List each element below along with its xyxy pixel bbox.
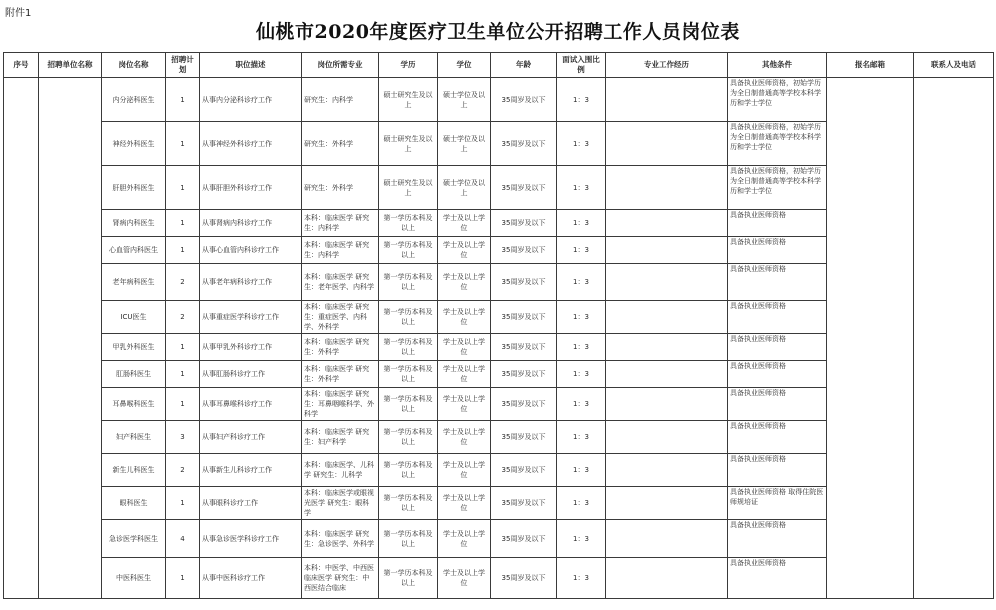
count-cell: 1 bbox=[166, 388, 200, 421]
major-cell: 本科：临床医学或眼视光医学 研究生：眼科学 bbox=[302, 487, 379, 520]
age-cell: 35周岁及以下 bbox=[491, 210, 557, 237]
education-cell: 第一学历本科及以上 bbox=[379, 388, 438, 421]
conditions-cell: 具备执业医师资格 bbox=[728, 421, 827, 454]
experience-cell bbox=[606, 520, 728, 558]
degree-cell: 硕士学位及以上 bbox=[438, 78, 491, 122]
major-cell: 本科：临床医学 研究生：老年医学、内科学 bbox=[302, 264, 379, 301]
count-cell: 2 bbox=[166, 264, 200, 301]
position-cell: 眼科医生 bbox=[102, 487, 166, 520]
degree-cell: 硕士学位及以上 bbox=[438, 122, 491, 166]
description-cell: 从事新生儿科诊疗工作 bbox=[200, 454, 302, 487]
age-cell: 35周岁及以下 bbox=[491, 78, 557, 122]
position-cell: 甲乳外科医生 bbox=[102, 334, 166, 361]
age-cell: 35周岁及以下 bbox=[491, 334, 557, 361]
conditions-cell: 具备执业医师资格 bbox=[728, 520, 827, 558]
page-title: 仙桃市2020年度医疗卫生单位公开招聘工作人员岗位表 bbox=[256, 21, 740, 43]
experience-cell bbox=[606, 301, 728, 334]
position-cell: 肾病内科医生 bbox=[102, 210, 166, 237]
ratio-cell: 1：3 bbox=[557, 520, 606, 558]
ratio-cell: 1：3 bbox=[557, 301, 606, 334]
header-description: 职位描述 bbox=[200, 53, 302, 78]
experience-cell bbox=[606, 210, 728, 237]
major-cell: 本科：临床医学 研究生：内科学 bbox=[302, 237, 379, 264]
ratio-cell: 1：3 bbox=[557, 166, 606, 210]
count-cell: 3 bbox=[166, 421, 200, 454]
degree-cell: 硕士学位及以上 bbox=[438, 166, 491, 210]
degree-cell: 学士及以上学位 bbox=[438, 210, 491, 237]
major-cell: 本科：中医学、中西医临床医学 研究生：中西医结合临床 bbox=[302, 558, 379, 599]
description-cell: 从事急诊医学科诊疗工作 bbox=[200, 520, 302, 558]
position-cell: 妇产科医生 bbox=[102, 421, 166, 454]
position-cell: 新生儿科医生 bbox=[102, 454, 166, 487]
major-cell: 本科：临床医学、儿科学 研究生：儿科学 bbox=[302, 454, 379, 487]
count-cell: 1 bbox=[166, 237, 200, 264]
table-body bbox=[4, 78, 994, 599]
ratio-cell: 1：3 bbox=[557, 558, 606, 599]
age-cell: 35周岁及以下 bbox=[491, 388, 557, 421]
major-cell: 本科：临床医学 研究生：耳鼻咽喉科学、外科学 bbox=[302, 388, 379, 421]
education-cell: 第一学历本科及以上 bbox=[379, 487, 438, 520]
experience-cell bbox=[606, 388, 728, 421]
header-major: 岗位所需专业 bbox=[302, 53, 379, 78]
experience-cell bbox=[606, 237, 728, 264]
description-cell: 从事内分泌科诊疗工作 bbox=[200, 78, 302, 122]
education-cell: 第一学历本科及以上 bbox=[379, 520, 438, 558]
major-cell: 研究生：外科学 bbox=[302, 166, 379, 210]
age-cell: 35周岁及以下 bbox=[491, 264, 557, 301]
major-cell: 本科：临床医学 研究生：妇产科学 bbox=[302, 421, 379, 454]
education-cell: 第一学历本科及以上 bbox=[379, 237, 438, 264]
degree-cell: 学士及以上学位 bbox=[438, 334, 491, 361]
count-cell: 1 bbox=[166, 361, 200, 388]
ratio-cell: 1：3 bbox=[557, 421, 606, 454]
education-cell: 第一学历本科及以上 bbox=[379, 210, 438, 237]
conditions-cell: 具备执业医师资格 取得住院医师规培证 bbox=[728, 487, 827, 520]
age-cell: 35周岁及以下 bbox=[491, 487, 557, 520]
count-cell: 2 bbox=[166, 301, 200, 334]
count-cell: 4 bbox=[166, 520, 200, 558]
degree-cell: 学士及以上学位 bbox=[438, 301, 491, 334]
description-cell: 从事心血管内科诊疗工作 bbox=[200, 237, 302, 264]
conditions-cell: 具备执业医师资格，初始学历为全日制普通高等学校本科学历和学士学位 bbox=[728, 122, 827, 166]
experience-cell bbox=[606, 264, 728, 301]
description-cell: 从事眼科诊疗工作 bbox=[200, 487, 302, 520]
education-cell: 第一学历本科及以上 bbox=[379, 301, 438, 334]
education-cell: 第一学历本科及以上 bbox=[379, 264, 438, 301]
ratio-cell: 1：3 bbox=[557, 210, 606, 237]
conditions-cell: 具备执业医师资格 bbox=[728, 361, 827, 388]
ratio-cell: 1：3 bbox=[557, 487, 606, 520]
position-cell: ICU医生 bbox=[102, 301, 166, 334]
conditions-cell: 具备执业医师资格 bbox=[728, 301, 827, 334]
header-degree: 学位 bbox=[438, 53, 491, 78]
count-cell: 1 bbox=[166, 558, 200, 599]
header-unit: 招聘单位名称 bbox=[39, 53, 102, 78]
age-cell: 35周岁及以下 bbox=[491, 122, 557, 166]
education-cell: 硕士研究生及以上 bbox=[379, 166, 438, 210]
ratio-cell: 1：3 bbox=[557, 122, 606, 166]
description-cell: 从事肛肠科诊疗工作 bbox=[200, 361, 302, 388]
education-cell: 第一学历本科及以上 bbox=[379, 334, 438, 361]
experience-cell bbox=[606, 122, 728, 166]
email-cell bbox=[827, 78, 914, 599]
experience-cell bbox=[606, 454, 728, 487]
degree-cell: 学士及以上学位 bbox=[438, 388, 491, 421]
position-cell: 肝胆外科医生 bbox=[102, 166, 166, 210]
conditions-cell: 具备执业医师资格 bbox=[728, 210, 827, 237]
education-cell: 第一学历本科及以上 bbox=[379, 361, 438, 388]
age-cell: 35周岁及以下 bbox=[491, 301, 557, 334]
major-cell: 本科：临床医学 研究生：内科学 bbox=[302, 210, 379, 237]
conditions-cell: 具备执业医师资格，初始学历为全日制普通高等学校本科学历和学士学位 bbox=[728, 166, 827, 210]
seq-cell bbox=[4, 78, 39, 599]
header-count: 招聘计划 bbox=[166, 53, 200, 78]
description-cell: 从事重症医学科诊疗工作 bbox=[200, 301, 302, 334]
ratio-cell: 1：3 bbox=[557, 264, 606, 301]
degree-cell: 学士及以上学位 bbox=[438, 264, 491, 301]
ratio-cell: 1：3 bbox=[557, 237, 606, 264]
header-experience: 专业工作经历 bbox=[606, 53, 728, 78]
education-cell: 硕士研究生及以上 bbox=[379, 122, 438, 166]
header-contact: 联系人及电话 bbox=[914, 53, 994, 78]
position-cell: 急诊医学科医生 bbox=[102, 520, 166, 558]
age-cell: 35周岁及以下 bbox=[491, 454, 557, 487]
header-ratio: 面试入围比例 bbox=[557, 53, 606, 78]
header-conditions: 其他条件 bbox=[728, 53, 827, 78]
description-cell: 从事神经外科诊疗工作 bbox=[200, 122, 302, 166]
count-cell: 1 bbox=[166, 334, 200, 361]
major-cell: 研究生：外科学 bbox=[302, 122, 379, 166]
count-cell: 1 bbox=[166, 78, 200, 122]
header-seq: 序号 bbox=[4, 53, 39, 78]
position-cell: 内分泌科医生 bbox=[102, 78, 166, 122]
table-row bbox=[4, 78, 994, 122]
degree-cell: 学士及以上学位 bbox=[438, 421, 491, 454]
positions-table bbox=[3, 52, 994, 599]
age-cell: 35周岁及以下 bbox=[491, 520, 557, 558]
age-cell: 35周岁及以下 bbox=[491, 421, 557, 454]
education-cell: 第一学历本科及以上 bbox=[379, 421, 438, 454]
experience-cell bbox=[606, 558, 728, 599]
conditions-cell: 具备执业医师资格 bbox=[728, 558, 827, 599]
count-cell: 1 bbox=[166, 487, 200, 520]
age-cell: 35周岁及以下 bbox=[491, 166, 557, 210]
count-cell: 1 bbox=[166, 166, 200, 210]
degree-cell: 学士及以上学位 bbox=[438, 520, 491, 558]
position-cell: 神经外科医生 bbox=[102, 122, 166, 166]
contact-cell bbox=[914, 78, 994, 599]
position-cell: 中医科医生 bbox=[102, 558, 166, 599]
ratio-cell: 1：3 bbox=[557, 334, 606, 361]
conditions-cell: 具备执业医师资格 bbox=[728, 334, 827, 361]
table-header-row bbox=[4, 53, 994, 78]
annex-label: 附件1 bbox=[5, 8, 32, 19]
description-cell: 从事耳鼻喉科诊疗工作 bbox=[200, 388, 302, 421]
count-cell: 1 bbox=[166, 210, 200, 237]
conditions-cell: 具备执业医师资格 bbox=[728, 237, 827, 264]
experience-cell bbox=[606, 166, 728, 210]
age-cell: 35周岁及以下 bbox=[491, 558, 557, 599]
degree-cell: 学士及以上学位 bbox=[438, 454, 491, 487]
major-cell: 研究生：内科学 bbox=[302, 78, 379, 122]
position-cell: 老年病科医生 bbox=[102, 264, 166, 301]
education-cell: 第一学历本科及以上 bbox=[379, 454, 438, 487]
header-education: 学历 bbox=[379, 53, 438, 78]
position-cell: 耳鼻喉科医生 bbox=[102, 388, 166, 421]
description-cell: 从事肝胆外科诊疗工作 bbox=[200, 166, 302, 210]
position-cell: 肛肠科医生 bbox=[102, 361, 166, 388]
experience-cell bbox=[606, 421, 728, 454]
degree-cell: 学士及以上学位 bbox=[438, 558, 491, 599]
major-cell: 本科：临床医学 研究生：外科学 bbox=[302, 334, 379, 361]
ratio-cell: 1：3 bbox=[557, 388, 606, 421]
degree-cell: 学士及以上学位 bbox=[438, 361, 491, 388]
degree-cell: 学士及以上学位 bbox=[438, 237, 491, 264]
conditions-cell: 具备执业医师资格，初始学历为全日制普通高等学校本科学历和学士学位 bbox=[728, 78, 827, 122]
conditions-cell: 具备执业医师资格 bbox=[728, 388, 827, 421]
age-cell: 35周岁及以下 bbox=[491, 361, 557, 388]
experience-cell bbox=[606, 334, 728, 361]
age-cell: 35周岁及以下 bbox=[491, 237, 557, 264]
major-cell: 本科：临床医学 研究生：重症医学、内科学、外科学 bbox=[302, 301, 379, 334]
ratio-cell: 1：3 bbox=[557, 78, 606, 122]
experience-cell bbox=[606, 487, 728, 520]
education-cell: 第一学历本科及以上 bbox=[379, 558, 438, 599]
header-position: 岗位名称 bbox=[102, 53, 166, 78]
education-cell: 硕士研究生及以上 bbox=[379, 78, 438, 122]
unit-cell bbox=[39, 78, 102, 599]
degree-cell: 学士及以上学位 bbox=[438, 487, 491, 520]
ratio-cell: 1：3 bbox=[557, 361, 606, 388]
ratio-cell: 1：3 bbox=[557, 454, 606, 487]
conditions-cell: 具备执业医师资格 bbox=[728, 454, 827, 487]
major-cell: 本科：临床医学 研究生：急诊医学、外科学 bbox=[302, 520, 379, 558]
experience-cell bbox=[606, 78, 728, 122]
header-age: 年龄 bbox=[491, 53, 557, 78]
description-cell: 从事妇产科诊疗工作 bbox=[200, 421, 302, 454]
experience-cell bbox=[606, 361, 728, 388]
count-cell: 2 bbox=[166, 454, 200, 487]
conditions-cell: 具备执业医师资格 bbox=[728, 264, 827, 301]
description-cell: 从事肾病内科诊疗工作 bbox=[200, 210, 302, 237]
description-cell: 从事老年病科诊疗工作 bbox=[200, 264, 302, 301]
count-cell: 1 bbox=[166, 122, 200, 166]
major-cell: 本科：临床医学 研究生：外科学 bbox=[302, 361, 379, 388]
description-cell: 从事甲乳外科诊疗工作 bbox=[200, 334, 302, 361]
header-email: 报名邮箱 bbox=[827, 53, 914, 78]
description-cell: 从事中医科诊疗工作 bbox=[200, 558, 302, 599]
position-cell: 心血管内科医生 bbox=[102, 237, 166, 264]
